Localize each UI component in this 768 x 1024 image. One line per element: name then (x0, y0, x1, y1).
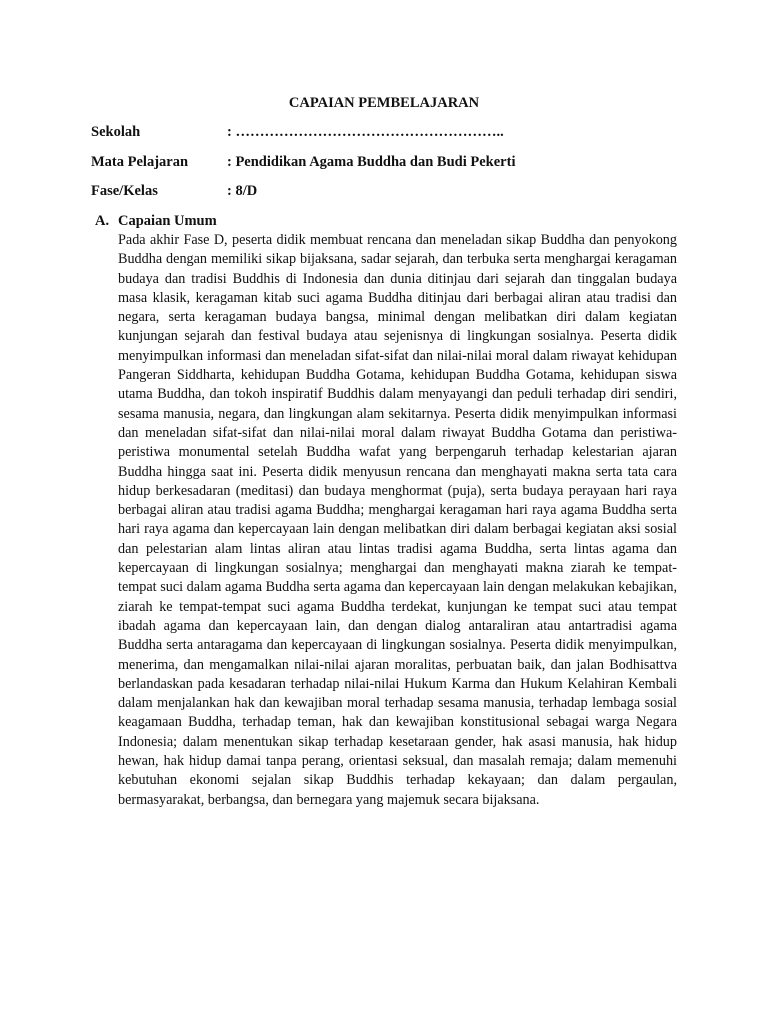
school-label: Sekolah (91, 124, 141, 140)
phase-value: : 8/D (227, 183, 258, 199)
subject-value: : Pendidikan Agama Buddha dan Budi Pekerti (227, 154, 516, 170)
phase-label: Fase/Kelas (91, 183, 158, 199)
section-title: Capaian Umum (118, 213, 217, 229)
section-body-paragraph: Pada akhir Fase D, peserta didik membuat rencana dan meneladan sikap Buddha dan penyokong Buddha dengan memiliki sikap bijaksana, sadar sejarah, dan terbuka serta menghargai keragaman budaya dan tradisi Buddhis di Indonesia dan dunia ditinjau dari sejarah dan tinggalan budaya masa klasik, keragaman kitab suci agama Buddha ditinjau dari berbagai aliran atau tradisi dan negara, serta keragaman budaya bangsa, minimal dengan melibatkan diri dalam kegiatan kunjungan sejarah dan festival budaya atau sejenisnya di lingkungan sosialnya. Peserta didik menyimpulkan informasi dan meneladan sifat-sifat dan nilai-nilai moral dalam riwayat kehidupan Pangeran Siddharta, kehidupan Buddha Gotama, kehidupan Buddha Gotama, kehidupan siswa utama Buddha, dan tokoh inspiratif Buddhis dalam menyayangi dan peduli terhadap diri sendiri, sesama manusia, negara, dan lingkungan alam sekitarnya. Peserta didik menyimpulkan informasi dan meneladan sifat-sifat dan nilai-nilai moral dalam riwayat Buddha Gotama dan peristiwa-peristiwa monumental setelah Buddha wafat yang berpengaruh terhadap kelestarian ajaran Buddha hingga saat ini. Peserta didik menyusun rencana dan menghayati makna serta tata cara hidup berkesadaran (meditasi) dan budaya menghormat (puja), serta budaya perayaan hari raya berbagai aliran atau tradisi agama Buddha; menghargai keragaman hari raya agama Buddha serta hari raya agama dan kepercayaan lain dengan melibatkan diri dalam berbagai kegiatan aksi sosial dan pelestarian alam lintas aliran atau lintas tradisi agama Buddha, serta lintas agama dan kepercayaan di lingkungan sosialnya; menghargai dan menghayati makna ziarah ke tempat-tempat suci dalam agama Buddha serta agama dan kepercayaan lain dengan melakukan kebajikan, ziarah ke tempat-tempat suci agama Buddha terdekat, kunjungan ke tempat suci atau tempat ibadah agama dan kepercayaan lain, dan dengan dialog antaraliran atau antartradisi agama Buddha serta antaragama dan kepercayaan di lingkungan sosialnya. Peserta didik menyimpulkan, menerima, dan mengamalkan nilai-nilai ajaran moralitas, perbuatan baik, dan jalan Bodhisattva berlandaskan pada kesadaran terhadap nilai-nilai Hukum Karma dan Hukum Kelahiran Kembali dalam menjalankan hak dan kewajiban moral terhadap sesama manusia, terhadap lembaga sosial keagamaan Buddha, terhadap teman, hak dan kewajiban konstitusional sebagai warga Negara Indonesia; dalam menentukan sikap terhadap kesetaraan gender, hak asasi manusia, hak hidup hewan, hak hidup damai tanpa perang, orientasi seksual, dan masalah remaja; dalam memenuhi kebutuhan ekonomi sejalan sikap Buddhis terhadap kekayaan; dan dalam pergaulan, bermasyarakat, berbangsa, dan bernegara yang majemuk secara bijaksana. (118, 232, 677, 808)
school-value: : ……………………………………………….. (227, 124, 504, 140)
section-number: A. (95, 213, 110, 229)
subject-label: Mata Pelajaran (91, 154, 189, 170)
document-title: CAPAIAN PEMBELAJARAN (288, 95, 480, 111)
